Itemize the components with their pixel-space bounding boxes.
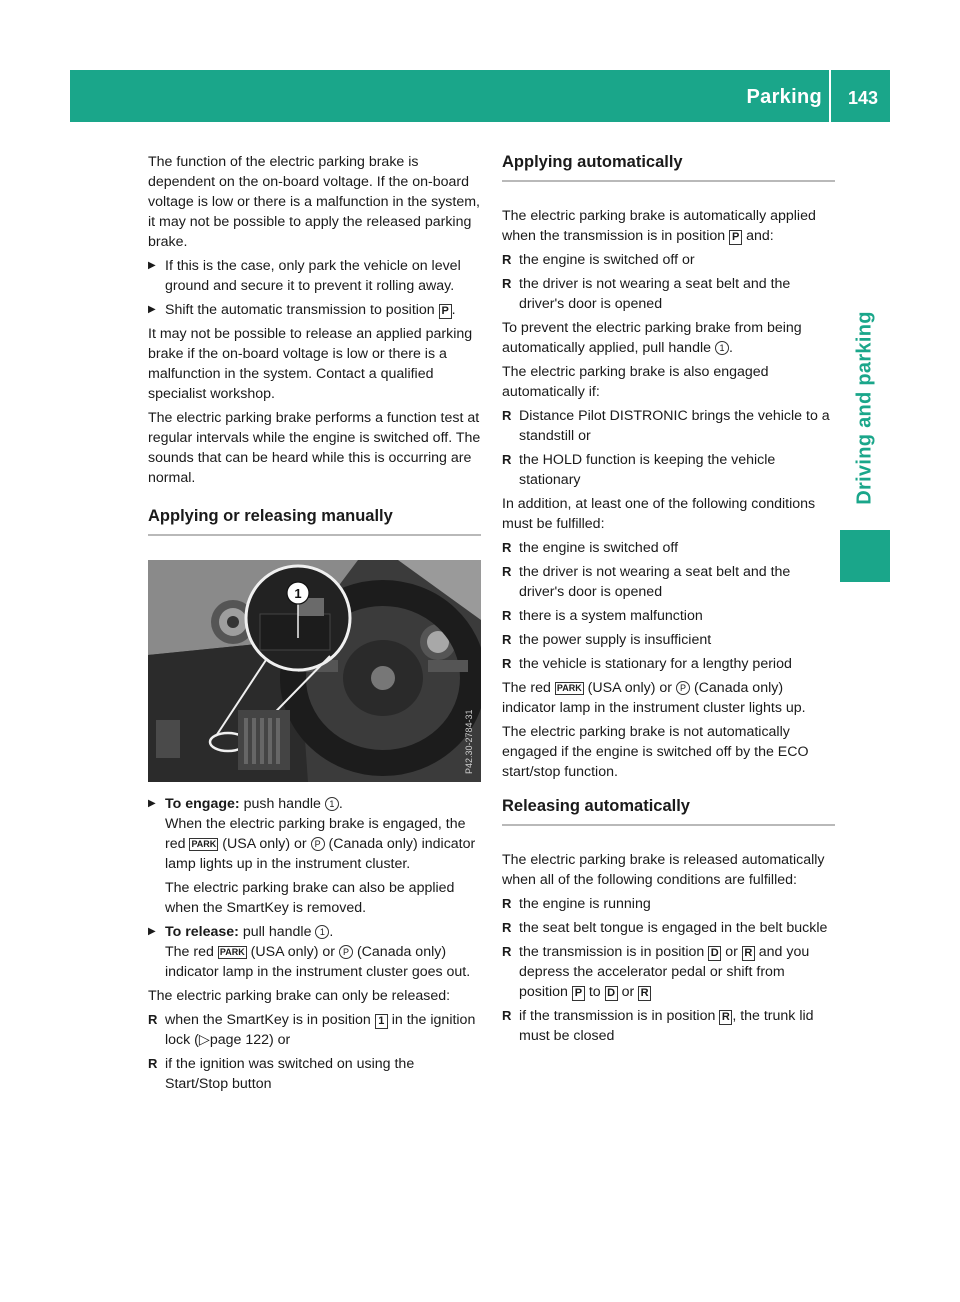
section-heading: Applying automatically <box>502 152 835 182</box>
gear-p-icon: P <box>729 230 742 245</box>
instruction-step: ▶ To engage: push handle 1 . When the electric parking brake is engaged, the red PARK (USA only) or P (Canada only) indicator lamp lights up in the instrument cluster. <box>148 794 481 874</box>
instruction-step: ▶ To release: pull handle 1 . The red PARK (USA only) or P (Canada only) indicator lamp in the instrument cluster goes out. <box>148 922 481 982</box>
paragraph: It may not be possible to release an applied parking brake if the on-board voltage is low or there is a malfunction in the system. Contact a qualified specialist workshop. <box>148 326 473 402</box>
side-tab-label: Driving and parking <box>853 311 876 505</box>
park-indicator-icon: PARK <box>219 947 245 957</box>
handle-callout-icon: 1 <box>325 797 339 811</box>
left-column <box>148 152 481 1098</box>
paragraph: In addition, at least one of the following conditions must be fulfilled: <box>502 496 816 532</box>
bullet-item: R the HOLD function is keeping the vehicle stationary <box>502 450 835 490</box>
intro-paragraph: The function of the electric parking brake is dependent on the on-board voltage. If the on-board voltage is low or there is a malfunction in the system, it may not be possible to apply the released parking brake. <box>148 154 480 250</box>
key-position-1-icon: 1 <box>375 1014 388 1029</box>
bullet-item: R there is a system malfunction <box>502 606 835 626</box>
paragraph: The electric parking brake is released automatically when all of the following conditions are fulfilled: <box>502 852 825 888</box>
bullet-item: R the driver is not wearing a seat belt and the driver's door is opened <box>502 274 835 314</box>
side-tab-marker <box>840 530 890 582</box>
park-indicator-icon: PARK <box>556 683 582 693</box>
handle-callout-icon: 1 <box>715 341 729 355</box>
header-separator <box>829 70 831 122</box>
bullet-item: R the vehicle is stationary for a lengthy period <box>502 654 835 674</box>
bullet-item: R if the ignition was switched on using the Start/Stop button <box>148 1054 481 1094</box>
right-column <box>502 152 835 1050</box>
section-heading: Applying or releasing manually <box>148 506 481 536</box>
bullet-item: R the power supply is insufficient <box>502 630 835 650</box>
park-indicator-icon: PARK <box>191 839 217 849</box>
instruction-step: ▶ If this is the case, only park the vehicle on level ground and secure it to prevent it rolling away. <box>148 256 481 296</box>
bullet-item: R the engine is switched off <box>502 538 835 558</box>
image-code: P42.30-2784-31 <box>464 709 474 774</box>
side-tab <box>840 300 890 516</box>
bullet-item: R Distance Pilot DISTRONIC brings the vehicle to a standstill or <box>502 406 835 446</box>
bullet-item: R if the transmission is in position R , the trunk lid must be closed <box>502 1006 835 1046</box>
bullet-item: R the driver is not wearing a seat belt and the driver's door is opened <box>502 562 835 602</box>
gear-p-icon: P <box>572 986 585 1001</box>
gear-d-icon: D <box>605 986 618 1001</box>
bullet-item: R when the SmartKey is in position 1 in the ignition lock (▷page 122) or <box>148 1010 481 1050</box>
circle-p-indicator-icon: P <box>676 681 690 695</box>
gear-p-icon: P <box>439 304 452 319</box>
paragraph: The electric parking brake is also engaged automatically if: <box>502 364 769 400</box>
paragraph: To prevent the electric parking brake from being automatically applied, pull handle 1 . <box>502 320 802 356</box>
section-heading: Releasing automatically <box>502 796 835 826</box>
instruction-step: ▶ Shift the automatic transmission to position P . <box>148 300 481 320</box>
handle-callout-icon: 1 <box>315 925 329 939</box>
bullet-item: R the engine is running <box>502 894 835 914</box>
gear-r-icon: R <box>742 946 755 961</box>
paragraph: The electric parking brake performs a function test at regular intervals while the engine is switched off. The sounds that can be heard while this is occurring are normal. <box>148 410 481 486</box>
paragraph: The electric parking brake is not automatically engaged if the engine is switched off by the ECO start/stop function. <box>502 724 809 780</box>
note: The electric parking brake can also be applied when the SmartKey is removed. <box>165 880 455 916</box>
cockpit-photo <box>148 560 481 782</box>
callout-1-label: 1 <box>294 586 302 601</box>
bullet-item: R the transmission is in position D or R and you depress the accelerator pedal or shift from position P to D or R <box>502 942 835 1002</box>
page-number: 143 <box>847 88 879 108</box>
gear-d-icon: D <box>708 946 721 961</box>
bullet-item: R the seat belt tongue is engaged in the belt buckle <box>502 918 835 938</box>
circle-p-indicator-icon: P <box>339 945 353 959</box>
chapter-title: Parking <box>746 86 822 108</box>
bullet-item: R the engine is switched off or <box>502 250 835 270</box>
paragraph: The electric parking brake is automatically applied when the transmission is in position P and: <box>502 208 816 244</box>
paragraph: The red PARK (USA only) or P (Canada only) indicator lamp in the instrument cluster lights up. <box>502 680 806 716</box>
gear-r-icon: R <box>719 1010 732 1025</box>
circle-p-indicator-icon: P <box>311 837 325 851</box>
gear-r-icon: R <box>638 986 651 1001</box>
paragraph: The electric parking brake can only be released: <box>148 988 451 1004</box>
